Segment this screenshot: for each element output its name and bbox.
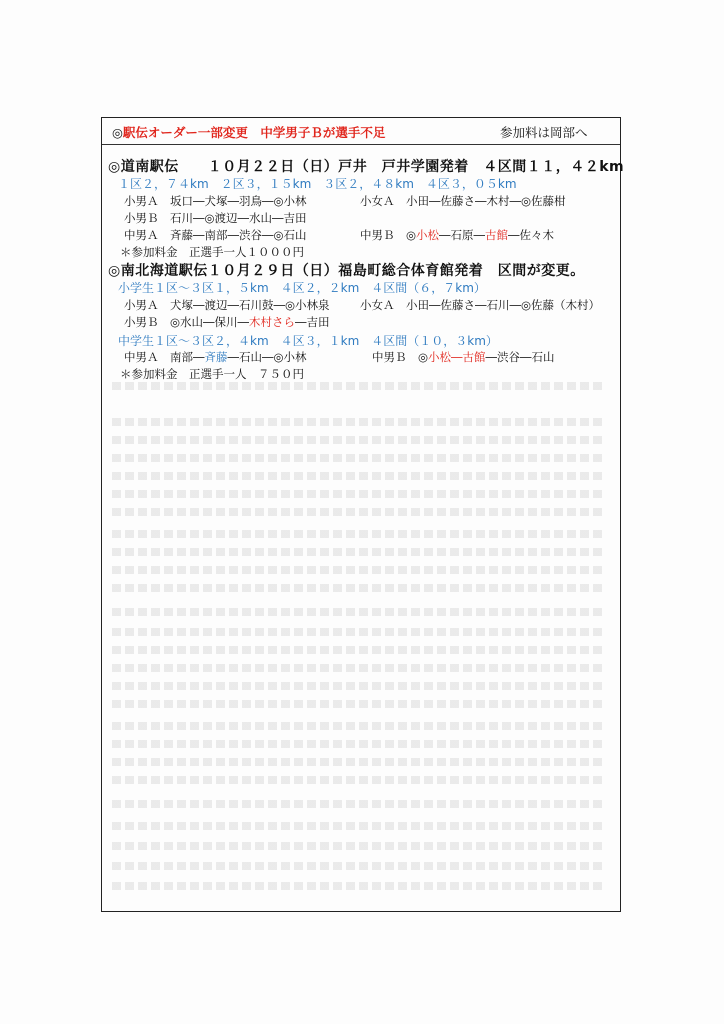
team-label: 中男Ａ: [124, 228, 159, 242]
dounan-team-row: [360, 227, 554, 243]
minami-elem-sections: 小学生１区～３区１，５km ４区２，２km ４区間（６，７km）: [118, 281, 486, 295]
changed-runner: 小松: [416, 228, 440, 242]
minami-team-row: [124, 349, 307, 365]
team-members: 犬塚―渡辺―石川鼓―◎小林泉: [170, 298, 330, 312]
changed-runner: 古館: [485, 228, 509, 242]
minami-team-row: [124, 297, 330, 313]
team-label: 中男Ｂ: [372, 350, 407, 364]
team-label: 中男Ｂ: [360, 228, 395, 242]
dounan-sections: １区２，７４km ２区３，１５km ３区２，４８km ４区３，０５km: [118, 177, 517, 191]
dounan-title: ◎道南駅伝 １０月２２日（日）戸井 戸井学園発着 ４区間１１，４２km: [108, 159, 625, 175]
team-members: 南部―: [170, 350, 205, 364]
minami-team-row: [360, 297, 600, 313]
dounan-fee: ＊参加料金 正選手一人１０００円: [120, 245, 304, 259]
changed-runner: 木村さら: [249, 315, 296, 329]
team-members: ◎水山―保川―: [170, 315, 250, 329]
team-members: 小田―佐藤さ―石川―◎佐藤（木村）: [406, 298, 601, 312]
team-members: 斉藤―南部―渋谷―◎石山: [170, 228, 307, 242]
team-label: 小男Ｂ: [124, 315, 159, 329]
dounan-team-row: [124, 193, 307, 209]
notice-title: 駅伝オーダー一部変更 中学男子Ｂが選手不足: [122, 125, 386, 140]
changed-runner: 斉藤: [204, 350, 228, 364]
team-label: 小女Ａ: [360, 298, 395, 312]
fee-note: 参加料は岡部へ: [500, 125, 588, 140]
team-members: 石川―◎渡辺―水山―吉田: [170, 211, 307, 225]
minami-fee: ＊参加料金 正選手一人 ７５０円: [120, 367, 304, 381]
team-members: ―佐々木: [508, 228, 555, 242]
minami-team-row: [124, 314, 330, 330]
team-label: 小男Ａ: [124, 298, 159, 312]
minami-title: ◎南北海道駅伝１０月２９日（日）福島町総合体育館発着 区間が変更。: [108, 263, 585, 279]
minami-team-row: [372, 349, 555, 365]
team-members: ―石山―◎小林: [227, 350, 307, 364]
captain-mark: ◎: [406, 228, 417, 242]
team-members: ―渋谷―石山: [485, 350, 555, 364]
team-members: 坂口―犬塚―羽鳥―◎小林: [170, 194, 307, 208]
team-members: ―石原―: [439, 228, 486, 242]
team-label: 小男Ａ: [124, 194, 159, 208]
team-members: 小田―佐藤さ―木村―◎佐藤柑: [406, 194, 566, 208]
team-label: 小男Ｂ: [124, 211, 159, 225]
notice-line: [112, 123, 385, 141]
header-divider: [102, 144, 620, 145]
changed-runner: 小松―古館: [428, 350, 486, 364]
team-label: 中男Ａ: [124, 350, 159, 364]
notice-mark: ◎: [112, 125, 123, 140]
minami-jh-sections: 中学生１区～３区２，４km ４区３，１km ４区間（１０，３km）: [118, 334, 498, 348]
captain-mark: ◎: [418, 350, 429, 364]
dounan-team-row: [124, 210, 307, 226]
dounan-team-row: [124, 227, 307, 243]
team-label: 小女Ａ: [360, 194, 395, 208]
dounan-team-row: [360, 193, 566, 209]
team-members: ―吉田: [295, 315, 330, 329]
